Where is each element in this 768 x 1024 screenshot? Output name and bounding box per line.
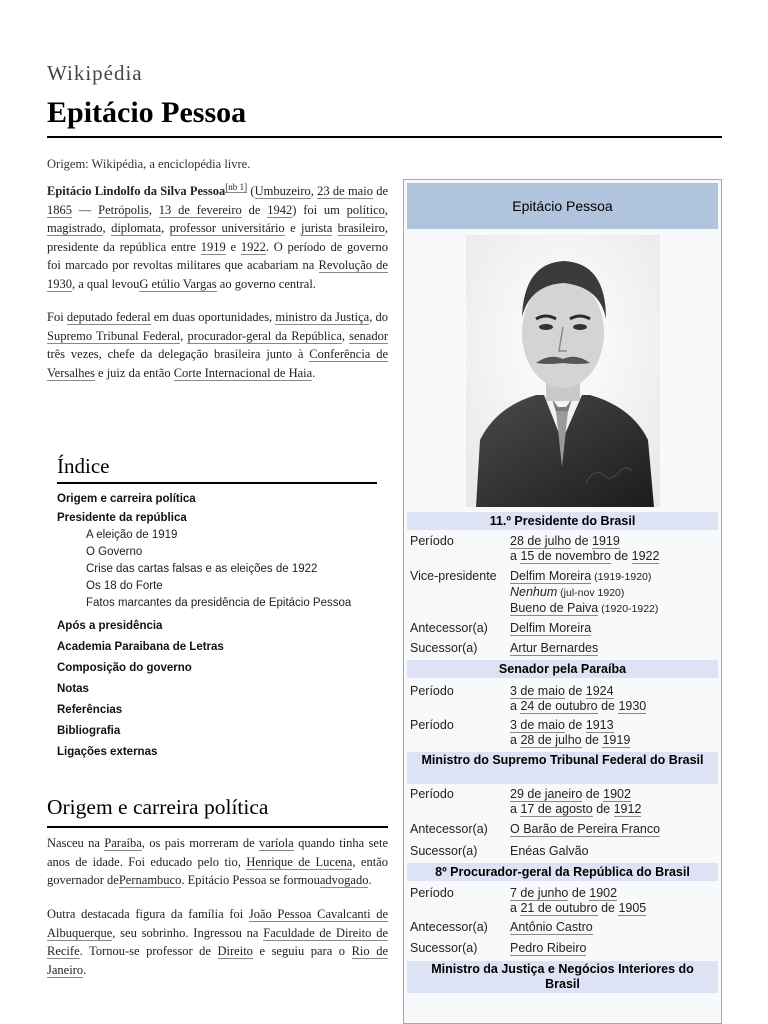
career-paragraph: [47, 308, 388, 382]
text: , do: [369, 310, 388, 324]
text: , seu sobrinho. Ingressou na: [112, 925, 264, 940]
person-link[interactable]: Antônio Castro: [510, 920, 593, 934]
link-birth-year[interactable]: 1865: [47, 202, 72, 217]
text: , presidente da república entre: [47, 221, 388, 254]
date-link[interactable]: 3 de maio: [510, 718, 565, 732]
link-revolucao-1930[interactable]: Revolução de 1930: [47, 258, 388, 291]
link-getulio-vargas[interactable]: G etúlio Vargas: [139, 276, 217, 291]
text: Nenhum: [510, 585, 558, 599]
footnote-link[interactable]: [nb 1]: [225, 182, 248, 192]
text: a: [510, 802, 521, 816]
link-rio-de-janeiro[interactable]: Rio de Janeiro: [47, 944, 388, 977]
text: (1920-1922): [598, 603, 659, 615]
subject-name: Epitácio Lindolfo da Silva Pessoa: [47, 184, 226, 199]
toc-item[interactable]: Bibliografia: [57, 724, 121, 737]
year-link[interactable]: 1902: [603, 787, 631, 801]
text: (jul-nov 1920): [557, 587, 625, 599]
row-label: Período: [410, 684, 454, 698]
section-heading: Origem e carreira política: [47, 795, 269, 819]
text: quando tinha sete anos de idade. Foi educado pelo tio,: [47, 836, 388, 869]
text: ,: [148, 202, 159, 217]
toc-subitem[interactable]: O Governo: [86, 545, 143, 558]
link-death-year[interactable]: 1942: [267, 202, 293, 217]
link-direito[interactable]: Direito: [217, 944, 253, 958]
row-label: Antecessor(a): [410, 621, 488, 635]
year-link[interactable]: 1919: [602, 733, 631, 747]
toc-subitem[interactable]: A eleição de 1919: [86, 528, 178, 541]
link-death-date[interactable]: 13 de fevereiro: [158, 202, 242, 217]
origin-note: Origem: Wikipédia, a enciclopédia livre.: [47, 157, 251, 171]
row-label: Sucessor(a): [410, 941, 478, 955]
date-link[interactable]: 28 de julho: [510, 534, 572, 548]
date-link[interactable]: 28 de julho: [520, 733, 582, 747]
text: ,: [102, 221, 112, 236]
text: e: [225, 239, 241, 254]
text: de: [564, 684, 586, 698]
text: e: [284, 221, 302, 236]
toc-item[interactable]: Ligações externas: [57, 745, 158, 758]
link-1919[interactable]: 1919: [200, 239, 226, 254]
text: ao governo central.: [216, 276, 316, 291]
text: de: [597, 699, 619, 713]
row-value: [510, 718, 630, 748]
text: , os pais morreram de: [141, 836, 259, 850]
text: [332, 221, 337, 235]
toc-subitem[interactable]: Crise das cartas falsas e as eleições de 1922: [86, 562, 318, 575]
link-paraiba[interactable]: Paraíba: [104, 836, 142, 850]
link-senador[interactable]: senador: [349, 328, 388, 343]
text: . Epitácio Pessoa se formou: [181, 873, 320, 887]
text: . Tornou-se professor de: [79, 944, 218, 958]
text: ,: [384, 202, 388, 217]
toc-item[interactable]: Referências: [57, 703, 123, 716]
text: de: [597, 901, 619, 915]
link-magistrado[interactable]: magistrado: [47, 221, 103, 236]
toc-item[interactable]: Presidente da república: [57, 511, 187, 524]
row-value: [510, 569, 658, 617]
year-link[interactable]: 1912: [613, 802, 642, 816]
person-name: Enéas Galvão: [510, 844, 589, 858]
title-divider: [47, 136, 722, 138]
year-link[interactable]: 1913: [585, 718, 614, 732]
section-divider: [47, 826, 388, 828]
origin-paragraph: [47, 834, 388, 890]
row-label: Período: [410, 886, 454, 900]
row-label: Período: [410, 718, 454, 732]
text: , então governador de: [47, 854, 388, 887]
link-advogado[interactable]: advogado: [319, 873, 369, 887]
portrait-image[interactable]: [466, 235, 660, 507]
link-diplomata[interactable]: diplomata: [111, 221, 162, 236]
link-1922[interactable]: 1922: [240, 239, 266, 254]
infobox-section-header: Ministro do Supremo Tribunal Federal do Brasil: [407, 752, 718, 784]
date-link[interactable]: 24 de outubro: [520, 699, 598, 713]
text: e juiz da então: [94, 365, 174, 380]
wikipedia-wordmark[interactable]: Wikipédia: [47, 61, 143, 85]
link-birth-date[interactable]: 23 de maio: [317, 184, 373, 199]
text: de: [564, 718, 586, 732]
link-joao-pessoa[interactable]: João Pessoa Cavalcanti de Albuquerque: [47, 907, 389, 940]
text: de: [241, 202, 268, 217]
text: Outra destacada figura da família foi: [47, 907, 249, 921]
toc-item[interactable]: Origem e carreira política: [57, 492, 196, 505]
text: , a qual levou: [72, 276, 140, 291]
text: três vezes, chefe da delegação brasileira junto à: [47, 347, 310, 361]
row-label: Vice-presidente: [410, 569, 497, 583]
toc-item[interactable]: Notas: [57, 682, 89, 695]
link-pernambuco[interactable]: Pernambuco: [118, 873, 182, 887]
row-value: [510, 787, 641, 817]
row-value: [510, 534, 659, 564]
person-link[interactable]: Bueno de Paiva: [510, 601, 599, 615]
row-value: [510, 920, 593, 935]
link-umbuzeiro[interactable]: Umbuzeiro: [254, 184, 311, 199]
toc-divider: [57, 482, 377, 484]
link-professor[interactable]: professor universitário: [169, 221, 285, 236]
infobox-section-header: 11.º Presidente do Brasil: [407, 512, 718, 530]
page-title: Epitácio Pessoa: [47, 96, 247, 129]
row-value: [510, 641, 598, 656]
row-label: Período: [410, 534, 454, 548]
row-label: Período: [410, 787, 454, 801]
text: a: [510, 699, 521, 713]
text: —: [72, 202, 99, 217]
year-link[interactable]: 1902: [589, 886, 618, 900]
text: a: [510, 901, 521, 915]
text: e seguiu para o: [252, 944, 352, 958]
row-value: [510, 822, 660, 837]
infobox: [403, 179, 722, 1024]
text: . O período de governo foi marcado por revoltas militares que acabariam na: [47, 239, 388, 273]
date-link[interactable]: 15 de novembro: [520, 549, 611, 563]
text: de: [571, 534, 593, 548]
toc-subitem[interactable]: Fatos marcantes da presidência de Epitácio Pessoa: [86, 596, 352, 609]
person-link[interactable]: Pedro Ribeiro: [510, 941, 587, 955]
link-politico[interactable]: político: [346, 202, 385, 217]
text: ) foi um: [292, 202, 347, 217]
date-link[interactable]: 21 de outubro: [520, 901, 598, 915]
row-label: Antecessor(a): [410, 920, 488, 934]
row-label: Antecessor(a): [410, 822, 488, 836]
text: de: [610, 549, 632, 563]
portrait-illustration: [466, 235, 660, 507]
year-link[interactable]: 1922: [631, 549, 660, 563]
text: a: [510, 549, 521, 563]
link-stf[interactable]: Supremo Tribunal Federal: [47, 328, 181, 343]
text: Nasceu na: [47, 836, 105, 850]
date-link[interactable]: 29 de janeiro: [510, 787, 583, 801]
date-link[interactable]: 3 de maio: [510, 684, 565, 698]
text: ,: [161, 221, 170, 236]
date-link[interactable]: 7 de junho: [510, 886, 569, 900]
text: .: [312, 365, 316, 380]
text: (1919-1920): [591, 571, 652, 583]
year-link[interactable]: 1924: [585, 684, 614, 698]
link-petropolis[interactable]: Petrópolis: [98, 202, 149, 217]
family-paragraph: [47, 905, 388, 979]
text: de: [582, 787, 604, 801]
text: a: [510, 733, 521, 747]
table-of-contents: [57, 454, 387, 763]
person-link[interactable]: Delfim Moreira: [510, 569, 592, 583]
link-henrique-lucena[interactable]: Henrique de Lucena: [246, 854, 353, 869]
row-value: [510, 941, 586, 956]
year-link[interactable]: 1919: [592, 534, 620, 548]
toc-item[interactable]: Após a presidência: [57, 619, 163, 632]
text: .: [83, 962, 87, 977]
toc-subitem[interactable]: Os 18 do Forte: [86, 579, 163, 592]
link-brasileiro[interactable]: brasileiro: [337, 221, 385, 236]
person-link[interactable]: Artur Bernardes: [510, 641, 599, 655]
link-ministro-justica[interactable]: ministro da Justiça: [275, 310, 370, 324]
link-corte-haia[interactable]: Corte Internacional de Haia: [173, 365, 313, 380]
text: ,: [180, 328, 188, 343]
infobox-title: Epitácio Pessoa: [407, 183, 718, 229]
text: (: [247, 184, 255, 199]
text: ,: [341, 328, 350, 343]
text: de: [592, 802, 614, 816]
infobox-section-header: Senador pela Paraíba: [407, 660, 718, 678]
person-link[interactable]: Delfim Moreira: [510, 621, 592, 635]
row-label: Sucessor(a): [410, 844, 478, 858]
toc-item[interactable]: Academia Paraibana de Letras: [57, 640, 224, 653]
intro-paragraph: [47, 178, 388, 293]
infobox-section-header: 8º Procurador-geral da República do Brasil: [407, 863, 718, 881]
link-variola[interactable]: varíola: [259, 836, 294, 850]
row-value: [510, 621, 591, 636]
link-deputado[interactable]: deputado federal: [66, 310, 151, 324]
date-link[interactable]: 17 de agosto: [520, 802, 593, 816]
row-value: [510, 844, 589, 859]
toc-title: Índice: [57, 454, 110, 478]
link-versalhes[interactable]: Conferência de Versalhes: [47, 347, 388, 380]
person-link[interactable]: O Barão de Pereira Franco: [510, 822, 661, 836]
text: ,: [310, 184, 318, 199]
toc-item[interactable]: Composição do governo: [57, 661, 192, 674]
text: de: [581, 733, 603, 747]
text: em duas oportunidades,: [150, 310, 276, 324]
row-value: [510, 684, 646, 714]
link-jurista[interactable]: jurista: [301, 221, 333, 236]
text: de: [568, 886, 590, 900]
link-procurador[interactable]: procurador-geral da República: [187, 328, 342, 343]
text: de: [372, 184, 388, 199]
text: .: [368, 873, 372, 887]
year-link[interactable]: 1905: [618, 901, 647, 915]
link-faculdade-direito[interactable]: Faculdade de Direito de Recife: [47, 925, 388, 958]
row-value: [510, 886, 646, 916]
infobox-section-header: Ministro da Justiça e Negócios Interiores do Brasil: [407, 961, 718, 993]
text: Foi: [47, 310, 67, 324]
year-link[interactable]: 1930: [618, 699, 647, 713]
row-label: Sucessor(a): [410, 641, 478, 655]
